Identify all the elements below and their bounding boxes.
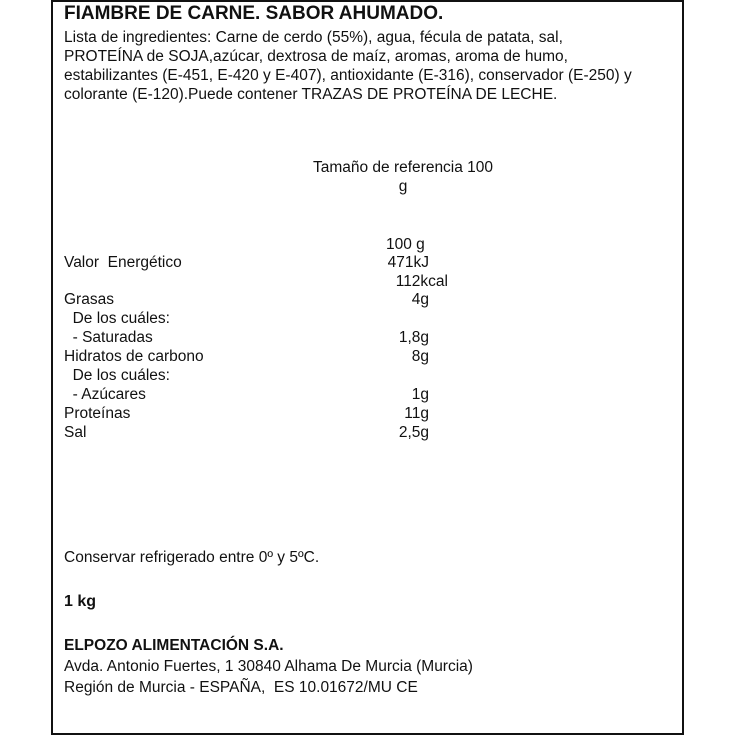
ingredients-line: estabilizantes (E-451, E-420 y E-407), antioxidante (E-316), conservador (E-250) y [64,67,632,84]
nutrition-row [64,404,429,423]
nutrition-row [64,423,429,442]
nutrition-row [64,253,429,272]
manufacturer-name: ELPOZO ALIMENTACIÓN S.A. [64,637,284,654]
nutrition-row [64,309,429,328]
nutrition-row [64,366,429,385]
ingredients-line: Lista de ingredientes: Carne de cerdo (55%), agua, fécula de patata, sal, [64,29,563,46]
nutrition-row [64,328,429,347]
nutrient-name: Hidratos de carbono [64,348,204,365]
reference-size-line1: Tamaño de referencia 100 [312,159,494,176]
nutrient-value: 8g [411,348,429,365]
nutrient-value: 471kJ [387,254,429,271]
ingredients-list [64,28,674,104]
nutrient-value: 1g [411,386,429,403]
nutrient-name: - Azúcares [64,386,146,403]
nutrition-row [64,385,429,404]
manufacturer-address-line2: Región de Murcia - ESPAÑA, ES 10.01672/MU CE [64,679,418,696]
reference-size [253,158,553,196]
manufacturer-address-line1: Avda. Antonio Fuertes, 1 30840 Alhama De Murcia (Murcia) [64,658,473,675]
reference-size-line2: g [398,178,408,195]
nutrition-column-header: 100 g [386,236,425,253]
product-title: FIAMBRE DE CARNE. SABOR AHUMADO. [64,3,444,24]
ingredients-line: PROTEÍNA de SOJA,azúcar, dextrosa de maíz, aromas, aroma de humo, [64,48,568,65]
nutrient-name: Valor Energético [64,254,182,271]
nutrition-row [64,272,448,291]
nutrient-name: De los cuáles: [64,310,170,327]
nutrient-name: Grasas [64,291,114,308]
nutrient-name: Proteínas [64,405,131,422]
nutrient-value: 1,8g [398,329,429,346]
nutrition-row [64,347,429,366]
net-weight: 1 kg [64,593,97,610]
ingredients-line: colorante (E-120).Puede contener TRAZAS DE PROTEÍNA DE LECHE. [64,86,558,103]
nutrient-value: 11g [404,405,429,422]
nutrient-name: Sal [64,424,87,441]
nutrient-name: De los cuáles: [64,367,170,384]
product-label [51,0,684,735]
nutrient-value: 2,5g [398,424,429,441]
nutrient-value: 4g [411,291,429,308]
nutrition-row [64,290,429,309]
nutrient-name: - Saturadas [64,329,153,346]
storage-instructions: Conservar refrigerado entre 0º y 5ºC. [64,549,320,566]
nutrient-value: 112kcal [395,273,448,290]
